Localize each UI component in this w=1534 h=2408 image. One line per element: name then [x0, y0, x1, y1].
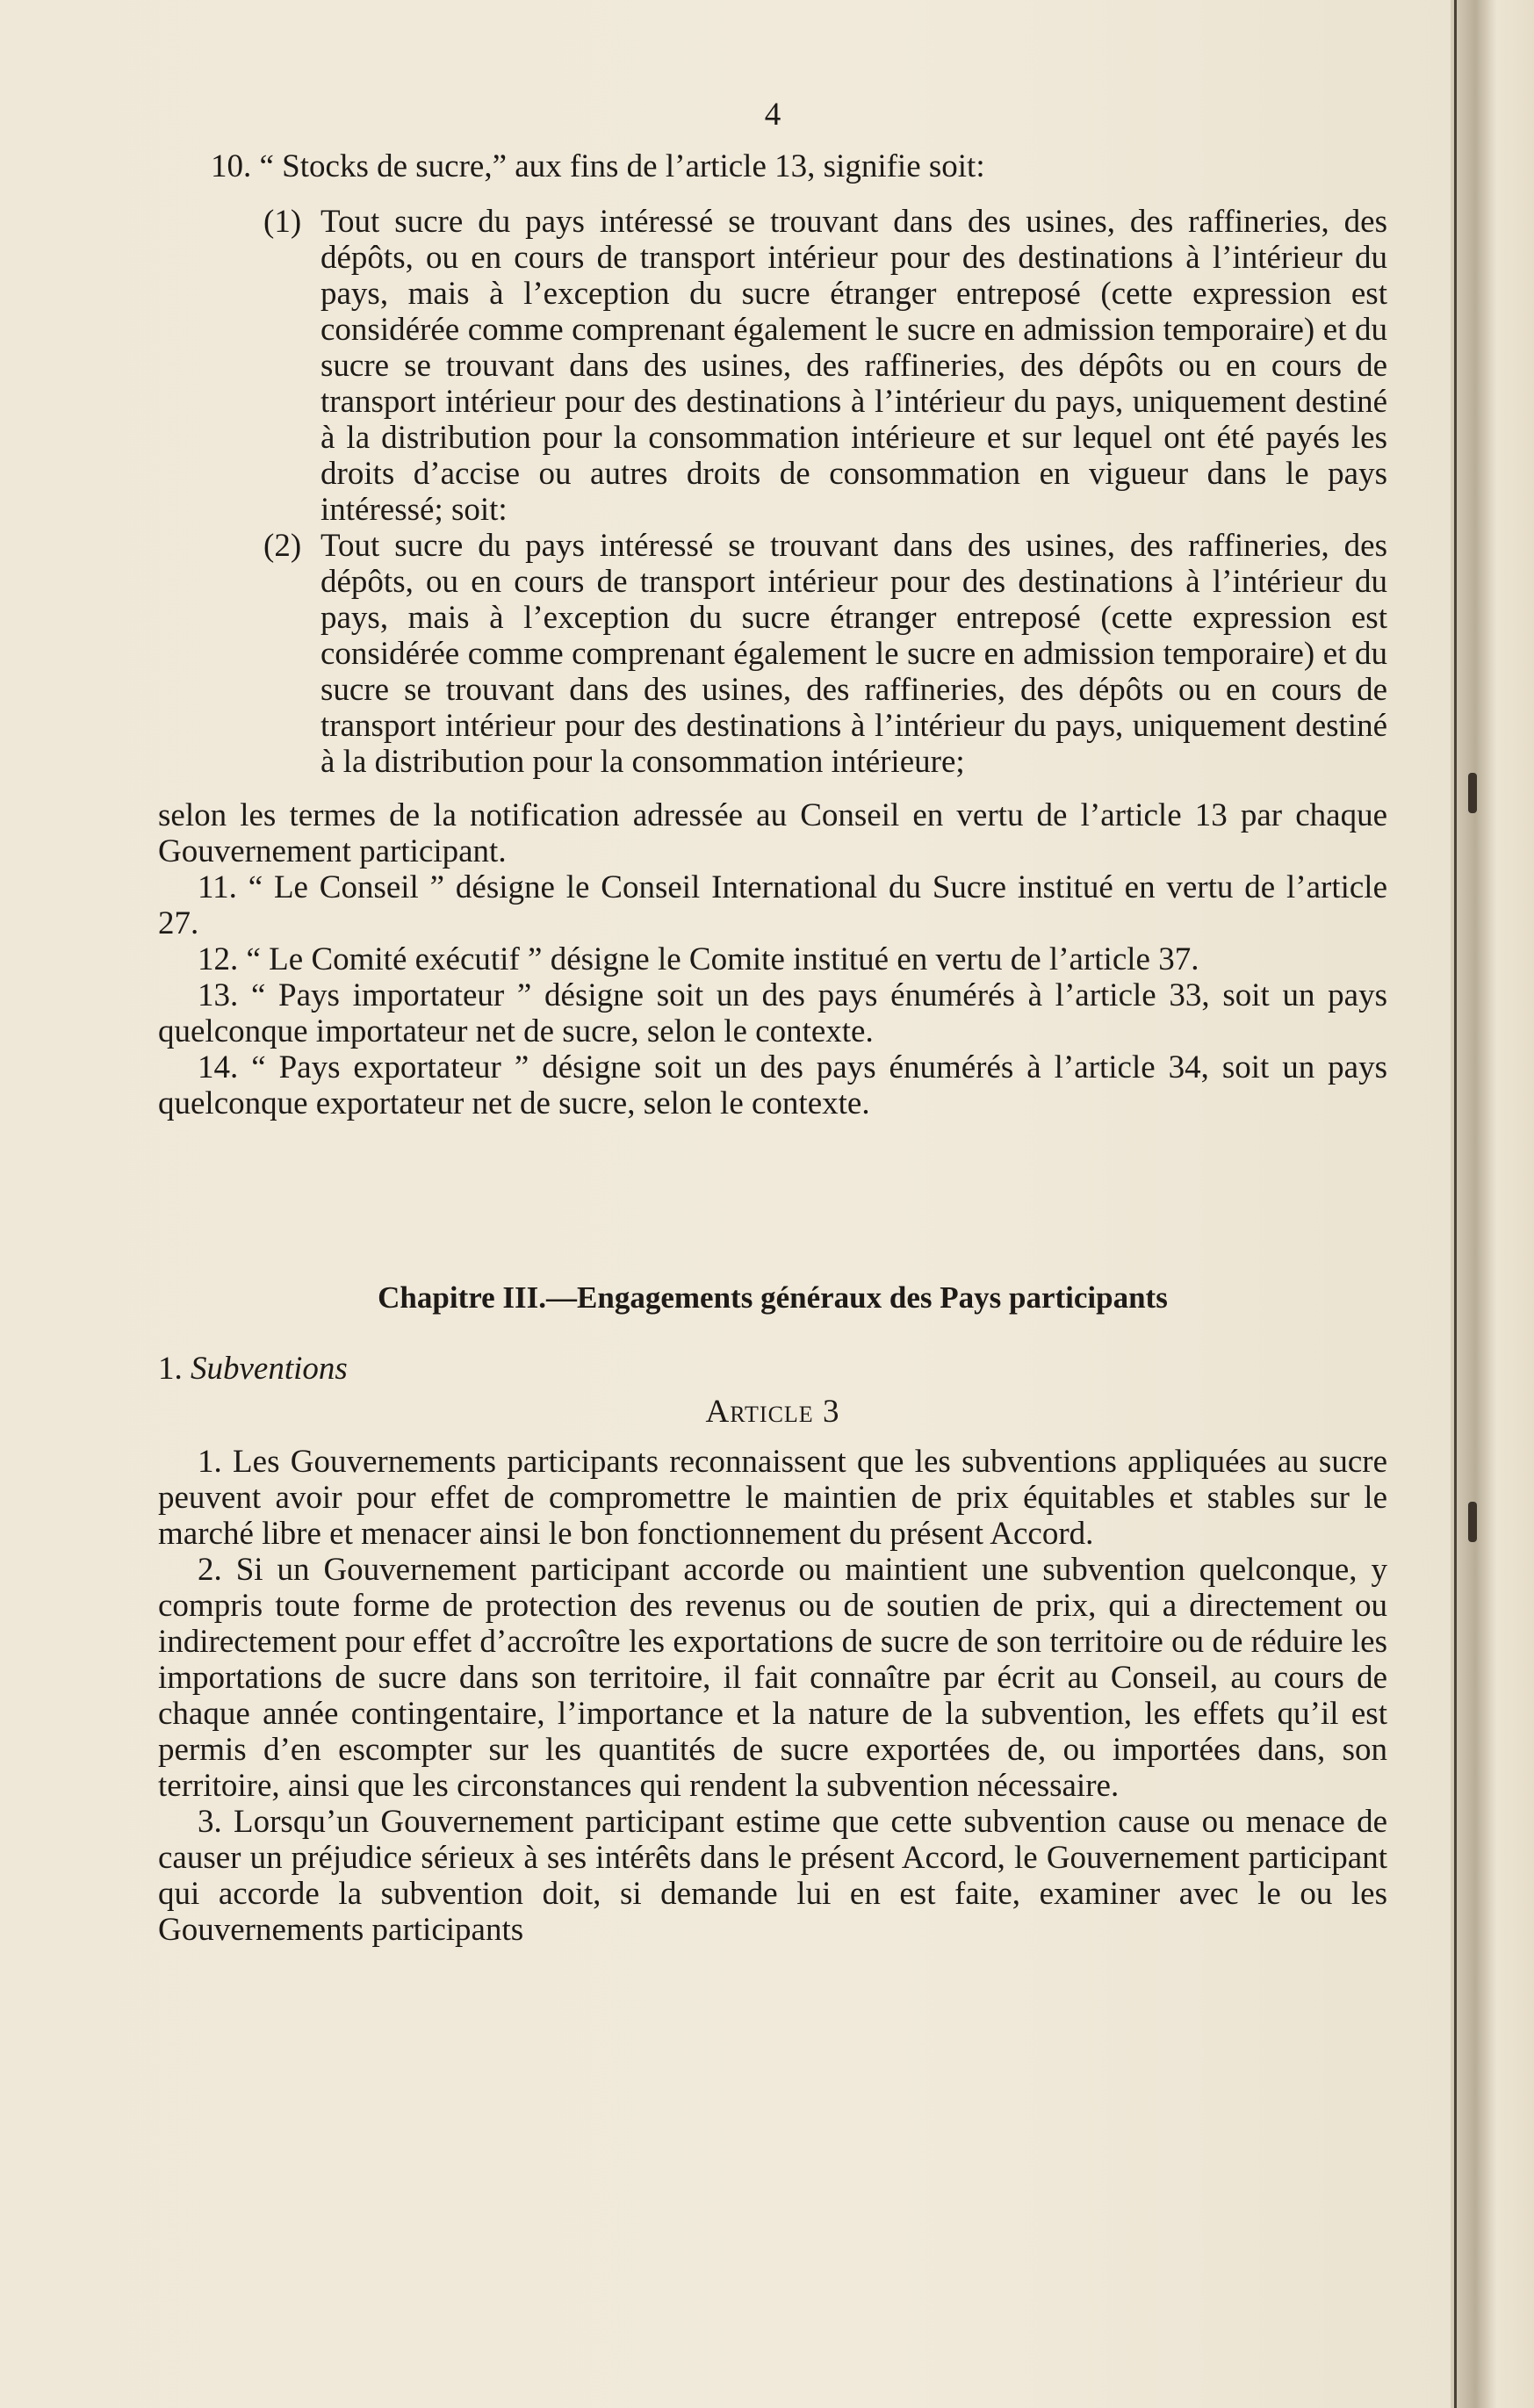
item-number: (1) — [263, 204, 302, 240]
definition-10-conclusion: selon les termes de la notification adressée au Conseil en vertu de l’article 13 par chaque Gouvernement participant. — [158, 797, 1387, 869]
definition-10-item-2 — [211, 528, 1387, 780]
item-number: (2) — [263, 528, 302, 564]
document-body — [158, 97, 1387, 1948]
article-paragraph-1: 1. Les Gouvernements participants reconnaissent que les subventions appliquées au sucre peuvent avoir pour effet de compromettre le maintien de prix équitables et stables sur le marché libre et menacer ainsi le bon fonctionnement du présent Accord. — [158, 1444, 1387, 1552]
chapter-heading: Chapitre III.—Engagements généraux des Pays participants — [378, 1280, 1168, 1315]
article-paragraph-3: 3. Lorsqu’un Gouvernement participant estime que cette subvention cause ou menace de causer un préjudice sérieux à ses intérêts dans le présent Accord, le Gouvernement participant qui accorde la subvention doit, si demande lui en est faite, examiner avec le ou les Gouvernements participants — [158, 1804, 1387, 1948]
definition-13: 13. “ Pays importateur ” désigne soit un des pays énumérés à l’article 33, soit un pays quelconque importateur net de sucre, selon le contexte. — [158, 977, 1387, 1049]
page-number: 4 — [764, 97, 781, 133]
binding-mark — [1468, 773, 1477, 813]
article-paragraph-2: 2. Si un Gouvernement participant accorde ou maintient une subvention quelconque, y compris toute forme de protection des revenus ou de soutien de prix, qui a directement ou indirectement pour effet d’accroître les exportations de sucre de son territoire ou de réduire les importations de sucre dans son territoire, il fait connaître par écrit au Conseil, au cours de chaque année contingentaire, l’importance et la nature de la subvention, les effets qu’il est permis d’en escompter sur les quantités de sucre exportées de, ou importées dans, son territoire, ainsi que les circonstances qui rendent la subvention nécessaire. — [158, 1552, 1387, 1804]
section-number: 1. — [158, 1351, 183, 1387]
item-text: Tout sucre du pays intéressé se trouvant dans des usines, des raffineries, des dépôts, ou en cours de transport intérieur pour des destinations à l’intérieur du pays, mais à l’exception du sucre étranger entreposé (cette expression est considérée comme comprenant également le sucre en admission temporaire) et du sucre se trouvant dans des usines, des raffineries, des dépôts ou en cours de transport intérieur pour des destinations à l’intérieur du pays, uniquement destiné à la distribution pour la consommation intérieure et sur lequel ont été payés les droits d’accise ou autres droits de consommation en vigueur dans le pays intéressé; soit: — [320, 204, 1387, 528]
definition-12: 12. “ Le Comité exécutif ” désigne le Comite institué en vertu de l’article 37. — [198, 941, 1199, 977]
binding-mark — [1468, 1502, 1477, 1542]
article-heading: Article 3 — [705, 1394, 840, 1430]
section-title: Subventions — [191, 1351, 348, 1387]
gutter-edge — [1454, 0, 1457, 2408]
book-gutter — [1451, 0, 1534, 2408]
item-text: Tout sucre du pays intéressé se trouvant dans des usines, des raffineries, des dépôts, ou en cours de transport intérieur pour des destinations à l’intérieur du pays, mais à l’exception du sucre étranger entreposé (cette expression est considérée comme comprenant également le sucre en admission temporaire) et du sucre se trouvant dans des usines, des raffineries, des dépôts ou en cours de transport intérieur pour des destinations à l’intérieur du pays, uniquement destiné à la distribution pour la consommation intérieure; — [320, 528, 1387, 780]
definition-10-item-1 — [211, 204, 1387, 528]
section-heading — [158, 1351, 1387, 1387]
definition-10: 10. “ Stocks de sucre,” aux fins de l’article 13, signifie soit: — [211, 148, 985, 184]
definition-14: 14. “ Pays exportateur ” désigne soit un des pays énumérés à l’article 34, soit un pays quelconque exportateur net de sucre, selon le contexte. — [158, 1049, 1387, 1121]
definition-11: 11. “ Le Conseil ” désigne le Conseil International du Sucre institué en vertu de l’article 27. — [158, 869, 1387, 941]
